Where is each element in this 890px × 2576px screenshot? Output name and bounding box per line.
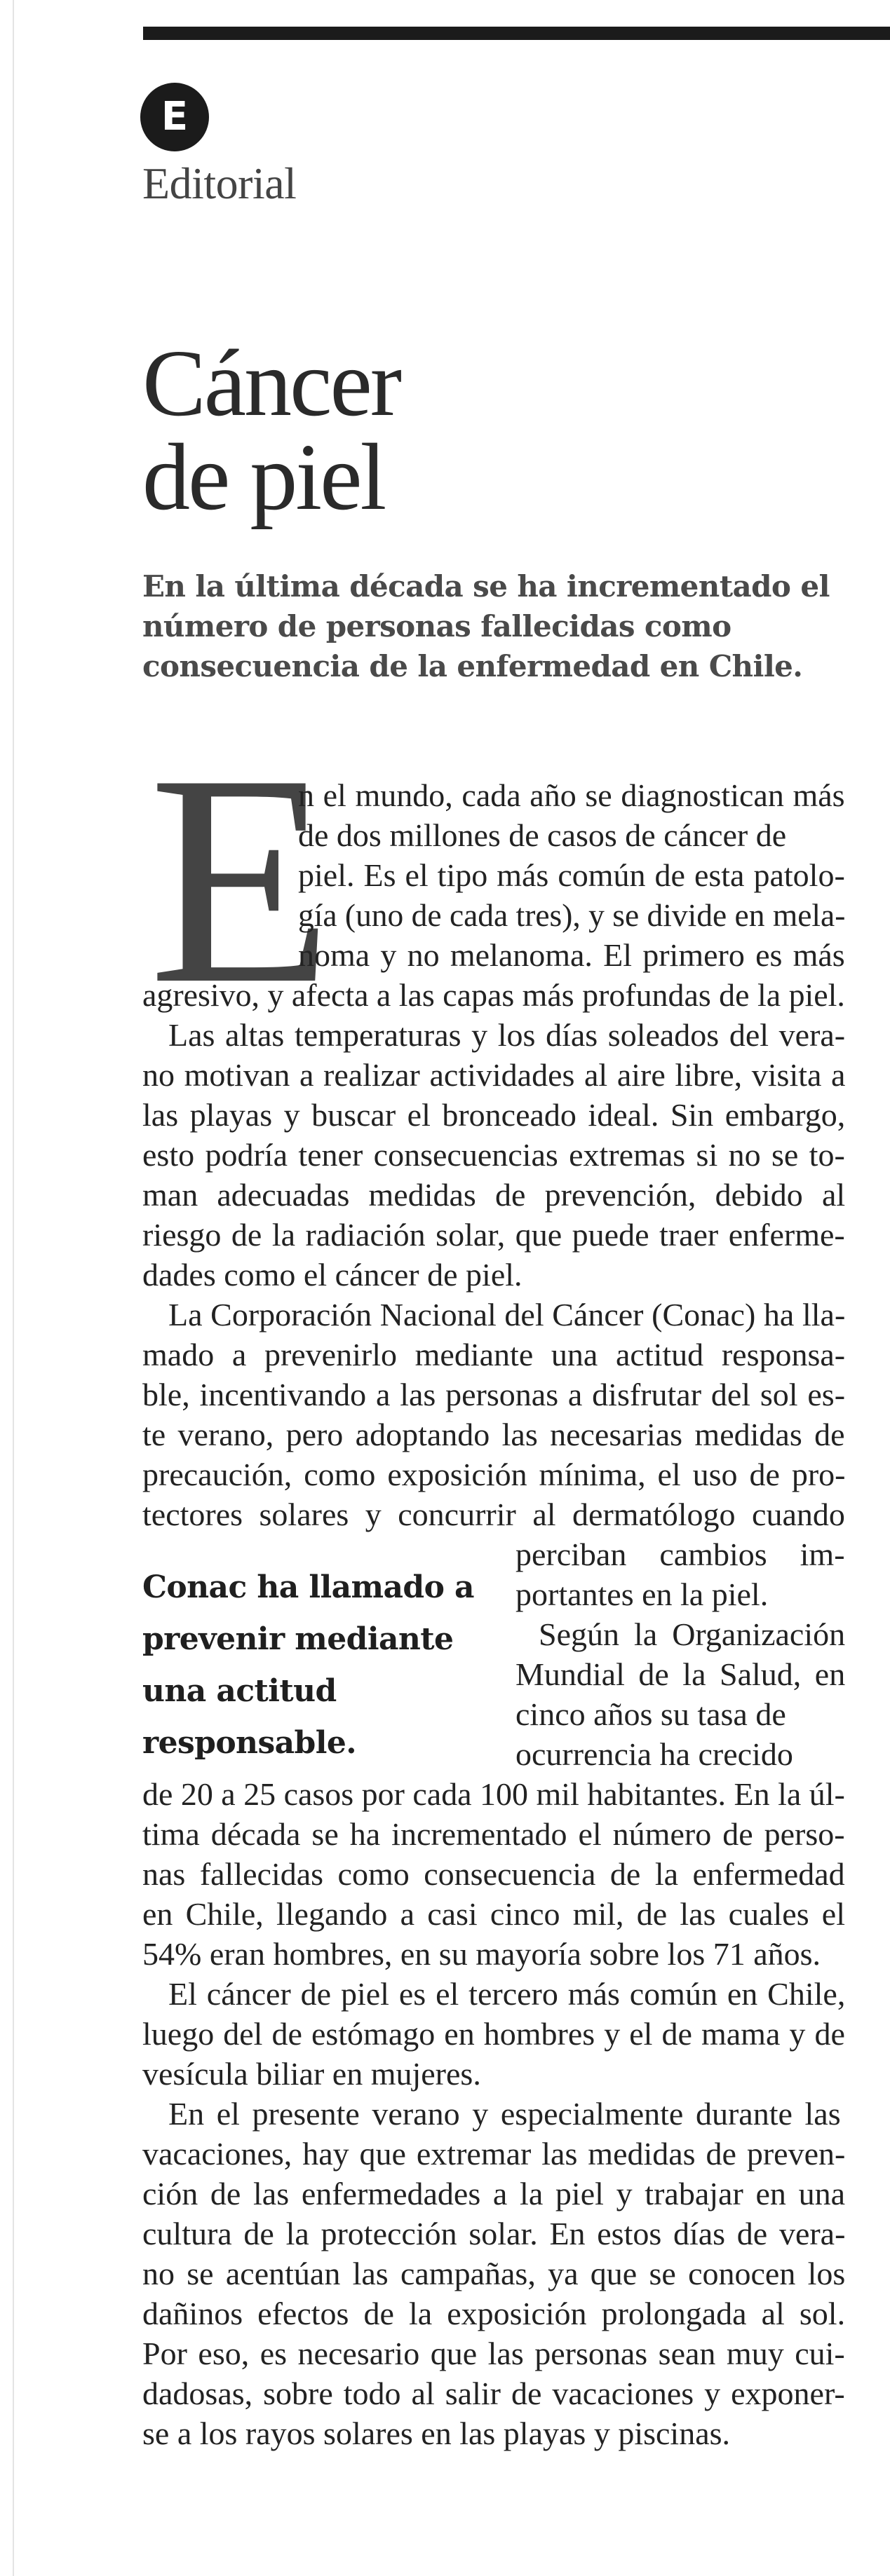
headline (142, 331, 400, 530)
body-line: ocurrencia ha crecido (515, 1736, 793, 1772)
body-line: precaución, como exposición mínima, el uso de pro- (142, 1457, 846, 1492)
body-line: dañinos efectos de la exposición prolongada al sol. (142, 2296, 846, 2331)
body-line: 54% eran hombres, en su mayoría sobre los 71 años. (142, 1936, 821, 1972)
lede-line: consecuencia de la enfermedad en Chile. (142, 649, 803, 683)
body-line: luego del de estómago en hombres y el de mama y de (142, 2016, 845, 2052)
body-line: riesgo de la radiación solar, que puede traer enferme- (142, 1217, 845, 1253)
body-line: El cáncer de piel es el tercero más común en Chile, (168, 1976, 846, 2012)
lede-line: En la última década se ha incrementado el (142, 569, 830, 604)
body-line: tectores solares y concurrir al dermatólogo cuando (142, 1497, 845, 1532)
body-line: dades como el cáncer de piel. (142, 1257, 522, 1293)
body-line: La Corporación Nacional del Cáncer (Conac) ha lla- (168, 1297, 846, 1333)
body-line: man adecuadas medidas de prevención, debido al (142, 1177, 846, 1213)
pull-quote-line: Conac ha llamado a (142, 1569, 474, 1605)
body-line: dadosas, sobre todo al salir de vacaciones y exponer- (142, 2376, 845, 2411)
body-line: vacaciones, hay que extremar las medidas de preven- (142, 2136, 846, 2172)
body-line: de 20 a 25 casos por cada 100 mil habitantes. En la úl- (142, 1776, 845, 1812)
body-line: esto podría tener consecuencias extremas si no se to- (142, 1137, 845, 1173)
top-rule (143, 27, 890, 40)
pull-quote-line: prevenir mediante (142, 1621, 454, 1657)
body-line: cinco años su tasa de (515, 1696, 786, 1732)
body-line: Por eso, es necesario que las personas sean muy cui- (142, 2336, 845, 2371)
body-line: cultura de la protección solar. En estos días de vera- (142, 2216, 846, 2251)
pull-quote (142, 1562, 479, 1769)
body-line: Mundial de la Salud, en (515, 1656, 846, 1692)
body-line: no se acentúan las campañas, ya que se conocen los (142, 2256, 846, 2291)
body-line: se a los rayos solares en las playas y piscinas. (142, 2415, 731, 2451)
body-line: tima década se ha incrementado el número de perso- (142, 1816, 845, 1852)
body-line: agresivo, y afecta a las capas más profundas de la piel. (142, 977, 845, 1013)
body-line: portantes en la piel. (515, 1576, 769, 1612)
section-label: Editorial (142, 158, 297, 208)
body-line: en Chile, llegando a casi cinco mil, de las cuales el (142, 1896, 846, 1932)
lede-line: número de personas fallecidas como (142, 609, 731, 643)
body-line: mado a prevenirlo mediante una actitud responsa- (142, 1337, 846, 1372)
body-line: ble, incentivando a las personas a disfrutar del sol es- (142, 1377, 846, 1412)
body-line: vesícula biliar en mujeres. (142, 2056, 481, 2092)
pull-quote-line: responsable. (142, 1725, 356, 1761)
body-line: perciban cambios im- (515, 1536, 845, 1572)
headline-line: de piel (142, 425, 385, 530)
section-badge-icon: E (140, 83, 209, 151)
body-line: nas fallecidas como consecuencia de la enfermedad (142, 1856, 845, 1892)
body-line: piel. Es el tipo más común de esta patolo- (298, 857, 845, 893)
body-line: te verano, pero adoptando las necesarias medidas de (142, 1417, 845, 1452)
body-line: ción de las enfermedades a la piel y trabajar en una (142, 2176, 845, 2212)
drop-cap: E (149, 713, 333, 1047)
body-line: no motivan a realizar actividades al aire libre, visita a (142, 1057, 846, 1093)
page-edge (13, 0, 14, 2576)
pull-quote-line: una actitud (142, 1673, 337, 1709)
body-line: las playas y buscar el bronceado ideal. Sin embargo, (142, 1097, 846, 1133)
lede (142, 566, 865, 686)
headline-line: Cáncer (142, 331, 400, 436)
body-line: Las altas temperaturas y los días soleados del vera- (168, 1017, 846, 1053)
body-line: gía (uno de cada tres), y se divide en mela- (298, 897, 846, 933)
body-line: n el mundo, cada año se diagnostican más (298, 777, 845, 813)
body-line: En el presente verano y especialmente durante las (168, 2096, 841, 2132)
body-line: Según la Organización (539, 1616, 846, 1652)
body-line: noma y no melanoma. El primero es más (298, 937, 845, 973)
body-line: de dos millones de casos de cáncer de (298, 817, 787, 853)
